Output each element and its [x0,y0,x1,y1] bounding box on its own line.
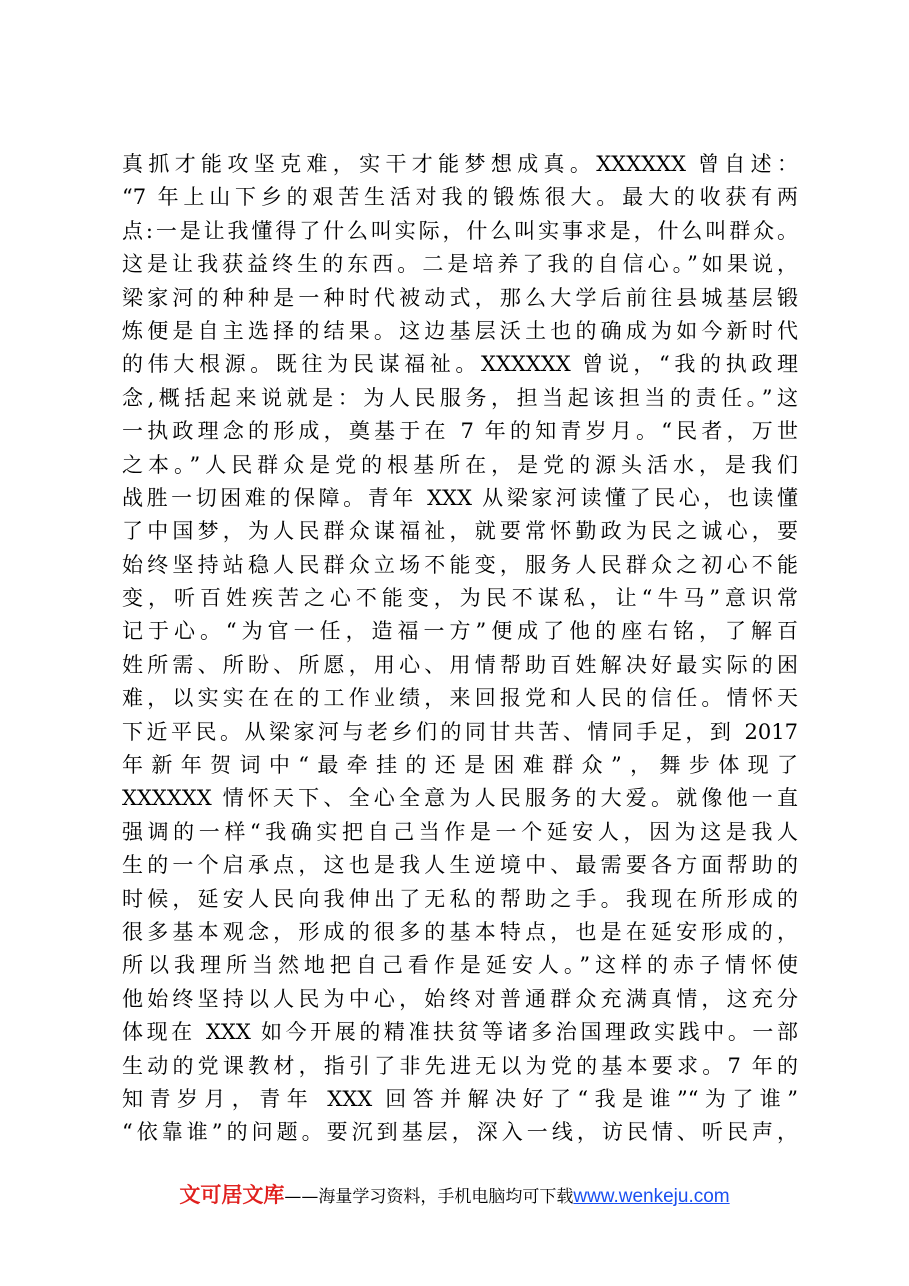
text-line: 他始终坚持以人民为中心，始终对普通群众充满真情，这充分 [122,986,798,1011]
text-line: 下近平民。从梁家河与老乡们的同甘共苦、情同手足，到 2017 [122,719,798,744]
text-line: 体现在 XXX 如今开展的精准扶贫等诸多治国理政实践中。一部 [122,1020,798,1045]
text-line: 的伟大根源。既往为民谋福祉。XXXXXX 曾说，“我的执政理 [122,352,798,377]
text-line: 记于心。“为官一任，造福一方”便成了他的座右铭，了解百 [122,619,798,644]
text-line: 难，以实实在在的工作业绩，来回报党和人民的信任。情怀天 [122,686,798,711]
text-line: 知青岁月，青年 XXX 回答并解决好了“我是谁”“为了谁” [122,1086,798,1111]
text-line: 这是让我获益终生的东西。二是培养了我的自信心。”如果说， [122,252,798,277]
text-line: 所以我理所当然地把自己看作是延安人。”这样的赤子情怀使 [122,953,798,978]
text-line: 念,概括起来说就是：为人民服务，担当起该担当的责任。”这 [122,385,798,410]
text-line: 始终坚持站稳人民群众立场不能变，服务人民群众之初心不能 [122,552,798,577]
text-line: XXXXXX 情怀天下、全心全意为人民服务的大爱。就像他一直 [122,786,798,811]
text-line: 一执政理念的形成，奠基于在 7 年的知青岁月。“民者，万世 [122,419,798,444]
text-line: 战胜一切困难的保障。青年 XXX 从梁家河读懂了民心，也读懂 [122,485,798,510]
text-line: 年新年贺词中“最牵挂的还是困难群众”，舞步体现了 [122,753,798,778]
footer-brand: 文可居文库 [179,1183,285,1207]
text-line: “依靠谁”的问题。要沉到基层，深入一线，访民情、听民声， [122,1120,798,1145]
text-line: 点:一是让我懂得了什么叫实际，什么叫实事求是，什么叫群众。 [122,218,798,243]
text-line: 强调的一样“我确实把自己当作是一个延安人，因为这是我人 [122,819,798,844]
text-line: 时候，延安人民向我伸出了无私的帮助之手。我现在所形成的 [122,886,798,911]
text-line: 真抓才能攻坚克难，实干才能梦想成真。XXXXXX 曾自述： [122,152,798,176]
body-text [122,148,798,1150]
footer-tagline: ——海量学习资料，手机电脑均可下载 [284,1187,574,1207]
text-line: 生的一个启承点，这也是我人生逆境中、最需要各方面帮助的 [122,853,798,878]
text-line: 了中国梦，为人民群众谋福祉，就要常怀勤政为民之诚心，要 [122,519,798,544]
text-line: 炼便是自主选择的结果。这边基层沃土也的确成为如今新时代 [122,318,798,343]
text-line: 梁家河的种种是一种时代被动式，那么大学后前往县城基层锻 [122,285,798,310]
text-line: 之本。”人民群众是党的根基所在，是党的源头活水，是我们 [122,452,798,477]
footer [0,1180,909,1213]
text-line: 生动的党课教材，指引了非先进无以为党的基本要求。7 年的 [122,1053,798,1078]
text-line: “7 年上山下乡的艰苦生活对我的锻炼很大。最大的收获有两 [122,185,798,210]
text-line: 很多基本观念，形成的很多的基本特点，也是在延安形成的， [122,919,798,944]
text-line: 姓所需、所盼、所愿，用心、用情帮助百姓解决好最实际的困 [122,652,798,677]
text-line: 变，听百姓疾苦之心不能变，为民不谋私，让“牛马”意识常 [122,586,798,611]
footer-link[interactable]: www.wenkeju.com [573,1186,730,1207]
